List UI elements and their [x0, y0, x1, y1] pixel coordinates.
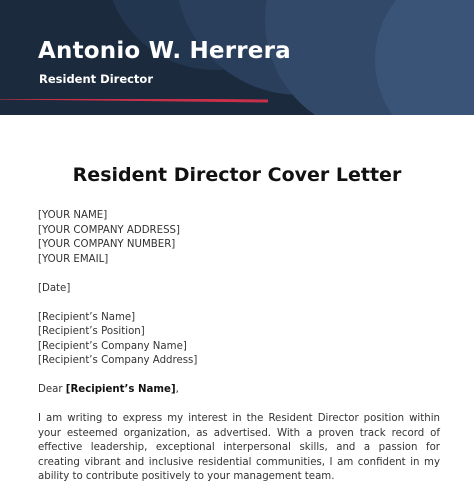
recipient-position: [Recipient’s Position] — [38, 326, 145, 337]
letter-body — [38, 209, 440, 485]
salutation-name: [Recipient’s Name] — [65, 384, 176, 395]
recipient-name: [Recipient’s Name] — [38, 311, 136, 323]
sender-number: [YOUR COMPANY NUMBER] — [38, 239, 176, 250]
sender-email: [YOUR EMAIL] — [38, 253, 109, 265]
sender-address: [YOUR COMPANY ADDRESS] — [38, 224, 180, 236]
recipient-company: [Recipient’s Company Name] — [38, 340, 187, 352]
recipient-block — [38, 311, 440, 369]
sender-name: [YOUR NAME] — [38, 210, 108, 221]
date-block — [38, 282, 440, 297]
salutation-suffix: , — [175, 384, 179, 395]
applicant-role: Resident Director — [39, 72, 154, 86]
recipient-address: [Recipient’s Company Address] — [38, 355, 198, 366]
salutation — [38, 383, 440, 398]
letter-date: [Date] — [38, 282, 71, 294]
letterhead-banner — [0, 0, 474, 115]
applicant-name: Antonio W. Herrera — [38, 38, 291, 64]
body-paragraph: I am writing to express my interest in the Resident Director position within your esteemed organization, as advertised. With a proven track record of effective leadership, exceptional interpersonal skills, and a passion for creating vibrant and inclusive residential communities, I am confident in my ability to contribute positively to your management team. — [38, 413, 440, 482]
sender-block — [38, 209, 440, 267]
document-title: Resident Director Cover Letter — [72, 164, 402, 186]
salutation-prefix: Dear — [38, 384, 66, 395]
